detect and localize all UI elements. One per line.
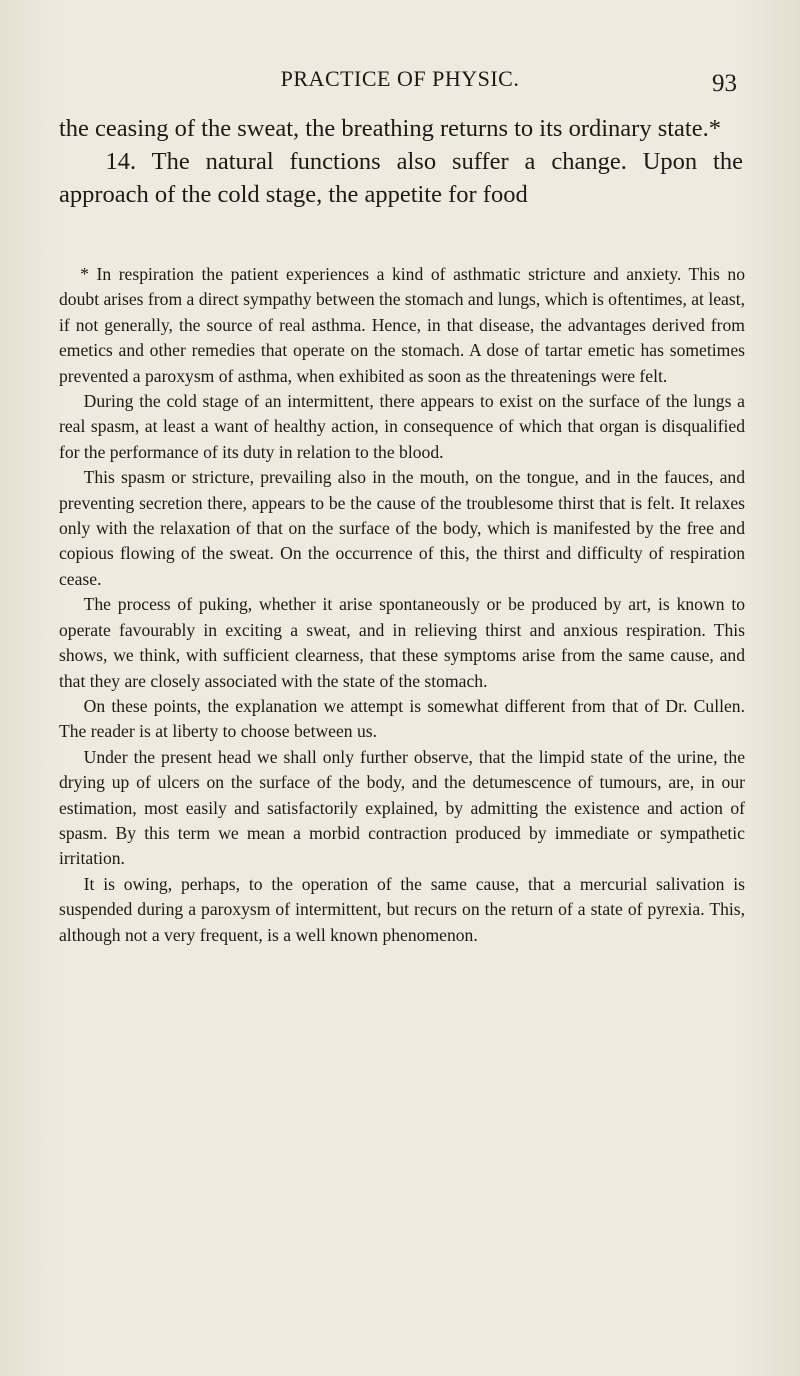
page-header (0, 66, 800, 96)
footnote-paragraph: * In respiration the patient experiences a kind of asthmatic stricture and anxiety. This no doubt arises from a direct sympathy between the stomach and lungs, which is oftentimes, at least, if not generally, the source of real asthma. Hence, in that disease, the advantages derived from emetics and other remedies that operate on the stomach. A dose of tartar emetic has sometimes prevented a paroxysm of asthma, when exhibited as soon as the threatenings were felt. (59, 264, 745, 386)
main-paragraph: the ceasing of the sweat, the breathing returns to its ordinary state.* (59, 115, 721, 142)
page-number: 93 (712, 70, 737, 97)
footnote-paragraph: During the cold stage of an intermittent, there appears to exist on the surface of the lungs a real spasm, at least a want of healthy action, in consequence of which that organ is disqualified for the performance of its duty in relation to the blood. (59, 391, 745, 462)
running-title: PRACTICE OF PHYSIC. (280, 66, 520, 91)
footnote-paragraph: The process of puking, whether it arise spontaneously or be produced by art, is known to operate favourably in exciting a sweat, and in relieving thirst and anxious respiration. This shows, we think, with sufficient clearness, that these symptoms arise from the same cause, and that they are closely associated with the state of the stomach. (59, 594, 745, 691)
footnote-paragraph: It is owing, perhaps, to the operation of the same cause, that a mercurial salivation is suspended during a paroxysm of intermittent, but recurs on the return of a state of pyrexia. This, although not a very frequent, is a well known phenomenon. (59, 873, 745, 945)
footnote-paragraph: On these points, the explanation we attempt is somewhat different from that of Dr. Cullen. The reader is at liberty to choose between us. (59, 695, 745, 742)
footnote-paragraph: Under the present head we shall only further observe, that the limpid state of the urine, the drying up of ulcers on the surface of the body, and the detumescence of tumours, are, in our estimation, most easily and satisfactorily explained, by admitting the existence and action of spasm. By this term we mean a morbid contraction produced by immediate or sympathetic irritation. (59, 746, 745, 869)
main-text (59, 112, 743, 211)
footnote-paragraph: This spasm or stricture, prevailing also in the mouth, on the tongue, and in the fauces, and preventing secretion there, appears to be the cause of the troublesome thirst that is felt. It relaxes only with the relaxation of that on the surface of the body, which is manifested by the free and copious flowing of the sweat. On the occurrence of this, the thirst and difficulty of respiration cease. (59, 467, 745, 589)
main-paragraph: 14. The natural functions also suffer a change. Upon the approach of the cold stage, the appetite for food (59, 148, 743, 208)
footnote (59, 262, 745, 948)
